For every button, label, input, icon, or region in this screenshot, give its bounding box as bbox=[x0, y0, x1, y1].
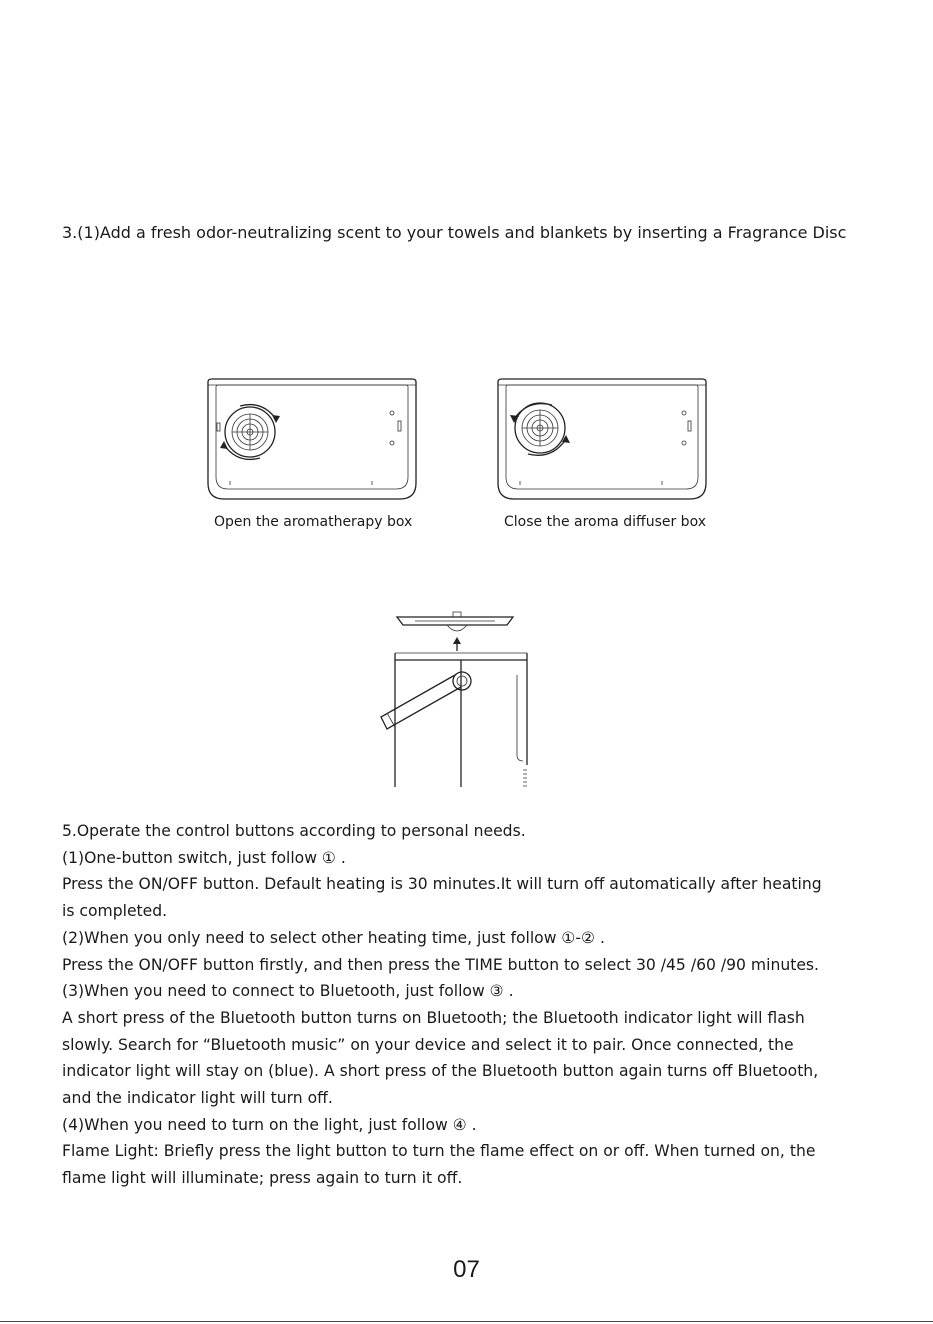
open-box-caption: Open the aromatherapy box bbox=[214, 514, 413, 530]
instruction-line: and the indicator light will turn off. bbox=[62, 1089, 333, 1108]
instruction-line: A short press of the Bluetooth button turns on Bluetooth; the Bluetooth indicator light will flash bbox=[62, 1008, 805, 1027]
page-number: 07 bbox=[453, 1256, 480, 1283]
instruction-line: indicator light will stay on (blue). A short press of the Bluetooth button again turns off Bluetooth, bbox=[62, 1062, 819, 1081]
instruction-line: flame light will illuminate; press again to turn it off. bbox=[62, 1169, 463, 1188]
operation-instructions bbox=[62, 818, 862, 1192]
instruction-line: 5.Operate the control buttons according to personal needs. bbox=[62, 822, 526, 840]
step-3-heading: 3.(1)Add a fresh odor-neutralizing scent to your towels and blankets by inserting a Fragrance Disc bbox=[62, 223, 847, 242]
close-aroma-diffuser-box-illustration bbox=[490, 375, 715, 505]
close-box-caption: Close the aroma diffuser box bbox=[504, 514, 706, 530]
instruction-line: Press the ON/OFF button. Default heating is 30 minutes.It will turn off automatically after heating bbox=[62, 875, 822, 894]
instruction-line: (4)When you need to turn on the light, just follow ④ . bbox=[62, 1115, 477, 1134]
instruction-line: (3)When you need to connect to Bluetooth, just follow ③ . bbox=[62, 982, 514, 1001]
instruction-line: Flame Light: Briefly press the light button to turn the flame effect on or off. When turned on, the bbox=[62, 1142, 816, 1161]
bottom-divider bbox=[0, 1321, 933, 1322]
instruction-line: is completed. bbox=[62, 902, 168, 921]
lid-removal-illustration bbox=[375, 605, 535, 790]
instruction-line: slowly. Search for “Bluetooth music” on your device and select it to pair. Once connected, the bbox=[62, 1035, 794, 1054]
instruction-line: Press the ON/OFF button firstly, and then press the TIME button to select 30 /45 /60 /90 minutes. bbox=[62, 955, 819, 974]
instruction-line: (2)When you only need to select other heating time, just follow ①-② . bbox=[62, 928, 605, 947]
open-aromatherapy-box-illustration bbox=[200, 375, 425, 505]
instruction-line: (1)One-button switch, just follow ① . bbox=[62, 848, 346, 867]
